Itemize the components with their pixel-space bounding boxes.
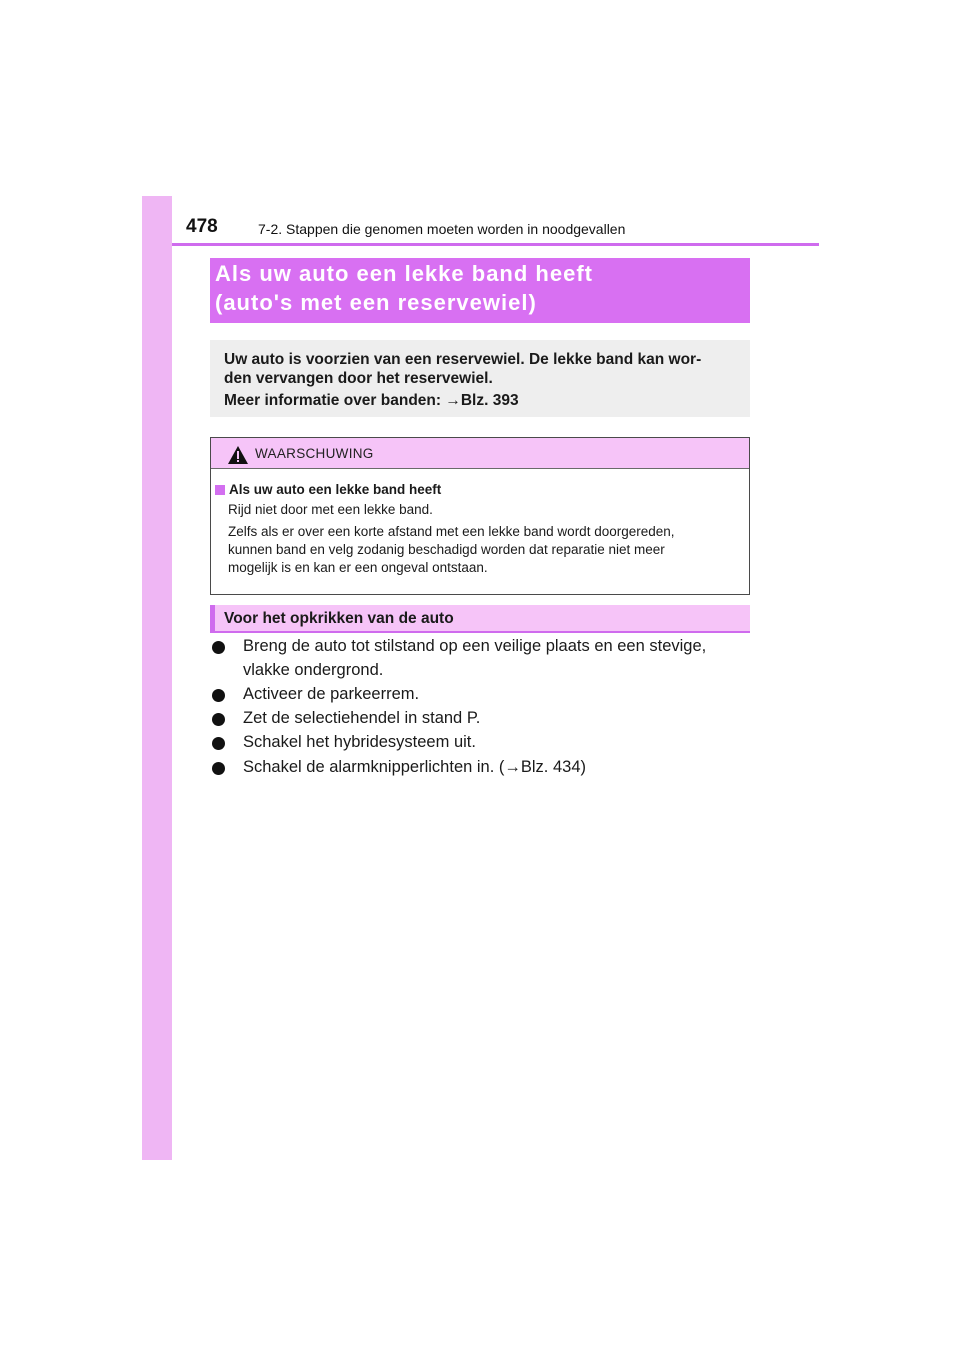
intro-box [210,340,750,417]
bullet-item-2: Activeer de parkeerrem. [243,685,420,703]
bullet-item-1-line-2: vlakke ondergrond. [243,661,384,679]
warning-header [211,438,749,469]
section-accent [210,605,215,631]
title-banner [210,258,750,323]
section-header [210,605,750,633]
warning-line-1: Rijd niet door met een lekke band. [228,502,433,517]
title-line-2: (auto's met een reservewiel) [215,290,537,315]
running-header: 7-2. Stappen die genomen moeten worden in noodgevallen [258,221,626,237]
header-rule [172,243,819,246]
bullet-item-3: Zet de selectiehendel in stand P. [243,709,481,727]
title-line-1: Als uw auto een lekke band heeft [215,261,593,286]
bullet-item-5: Schakel de alarmknipperlichten in. (→Blz. 434) [243,758,586,776]
warning-subtitle: Als uw auto een lekke band heeft [229,482,442,497]
warning-label: WAARSCHUWING [255,446,374,461]
intro-line-1: Uw auto is voorzien van een reservewiel. De lekke band kan wor- [224,351,702,368]
chapter-side-band [142,196,172,1160]
bullet-item-1-line-1: Breng de auto tot stilstand op een veilige plaats en een stevige, [243,637,707,655]
bullet-item-4: Schakel het hybridesysteem uit. [243,733,476,751]
warning-line-3: kunnen band en velg zodanig beschadigd worden dat reparatie niet meer [228,542,665,557]
warning-triangle-icon [227,445,249,465]
bullet-dot-icon [212,689,225,702]
bullet-dot-icon [212,641,225,654]
square-bullet-icon [215,485,225,495]
page-number: 478 [186,216,218,237]
warning-line-2: Zelfs als er over een korte afstand met een lekke band wordt doorgereden, [228,524,675,539]
bullet-dot-icon [212,762,225,775]
bullet-dot-icon [212,737,225,750]
warning-line-4: mogelijk is en kan er een ongeval ontstaan. [228,560,488,575]
warning-box [210,437,750,595]
intro-line-2: den vervangen door het reservewiel. [224,370,493,387]
bullet-dot-icon [212,713,225,726]
intro-line-3: Meer informatie over banden: →Blz. 393 [224,392,519,409]
section-title: Voor het opkrikken van de auto [224,610,454,627]
